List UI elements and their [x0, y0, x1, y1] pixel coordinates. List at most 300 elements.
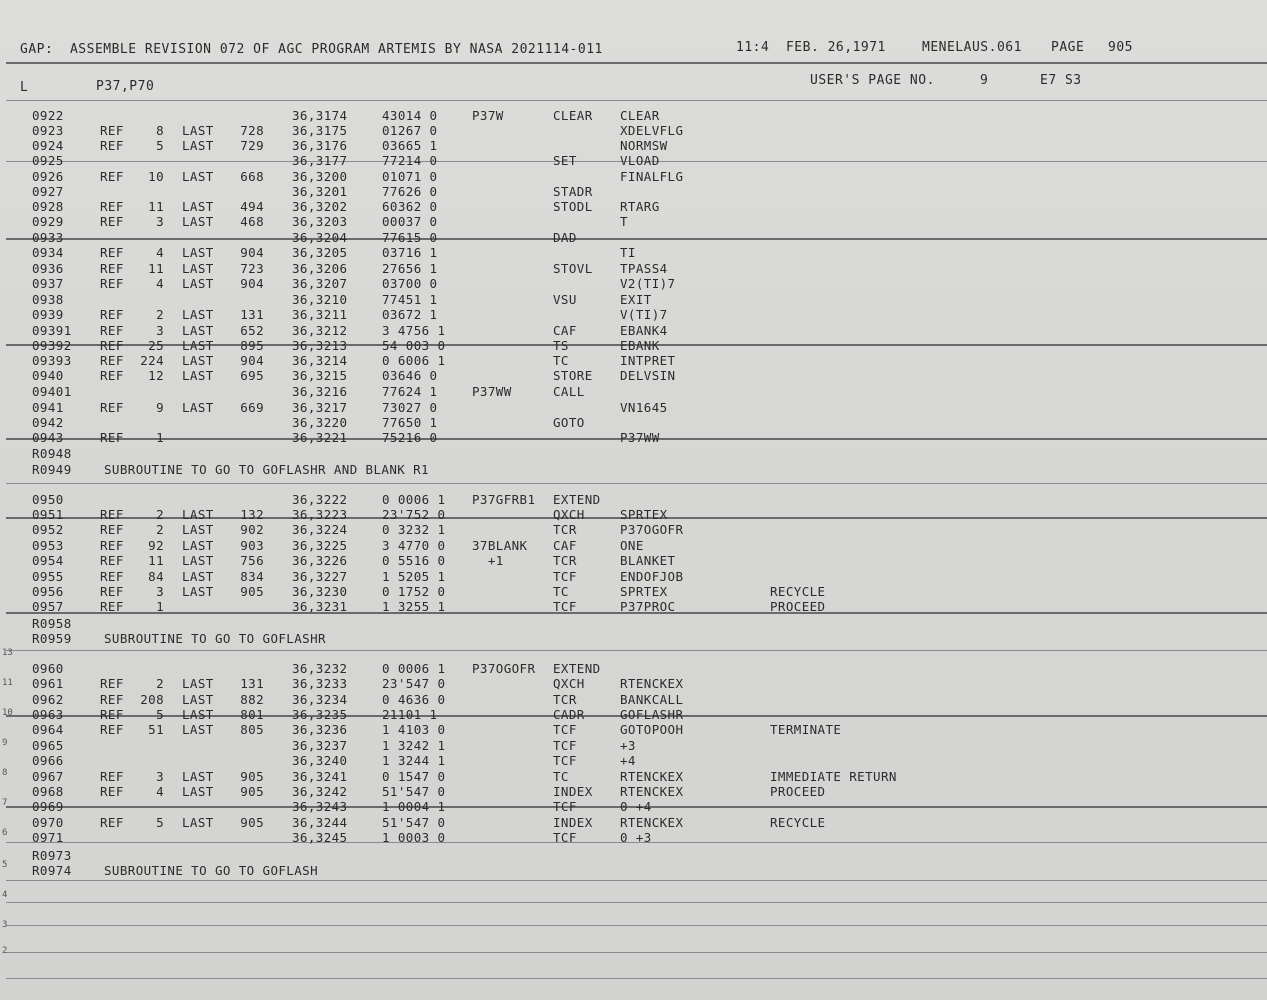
- cell-last: LAST: [182, 214, 214, 229]
- listing-row: [0, 784, 1267, 799]
- cell-line: 0926: [32, 169, 64, 184]
- cell-operand: SPRTEX: [620, 507, 668, 522]
- cell-last: LAST: [182, 707, 214, 722]
- listing-row: [0, 616, 1267, 631]
- cell-last: LAST: [182, 584, 214, 599]
- cell-operand: 0 +3: [620, 830, 652, 845]
- cell-operand: GOTOPOOH: [620, 722, 684, 737]
- cell-addr: 36,3206: [292, 261, 348, 276]
- cell-code: 3 4770 0: [382, 538, 446, 553]
- cell-ref: REF: [100, 199, 124, 214]
- cell-operand: SPRTEX: [620, 584, 668, 599]
- cell-op: CALL: [553, 384, 585, 399]
- cell-refn: 1: [156, 599, 164, 614]
- cell-line: 0928: [32, 199, 64, 214]
- listing-row: [0, 507, 1267, 522]
- ruled-line: [6, 100, 1267, 101]
- cell-last: LAST: [182, 722, 214, 737]
- listing-row: [0, 830, 1267, 845]
- cell-addr: 36,3210: [292, 292, 348, 307]
- margin-mark: 9: [2, 738, 8, 748]
- cell-refn: 2: [156, 522, 164, 537]
- listing-row: [0, 307, 1267, 322]
- comment-row: [0, 462, 1267, 477]
- cell-ref: REF: [100, 430, 124, 445]
- cell-code: 00037 0: [382, 214, 438, 229]
- cell-lastn: 905: [240, 769, 264, 784]
- cell-lastn: 805: [240, 722, 264, 737]
- cell-refn: 2: [156, 507, 164, 522]
- line-number: R0974: [32, 863, 72, 878]
- cell-lastn: 756: [240, 553, 264, 568]
- cell-operand: GOFLASHR: [620, 707, 684, 722]
- cell-ref: REF: [100, 584, 124, 599]
- cell-comment: RECYCLE: [770, 815, 826, 830]
- cell-code: 03646 0: [382, 368, 438, 383]
- cell-addr: 36,3177: [292, 153, 348, 168]
- cell-line: 0969: [32, 799, 64, 814]
- cell-line: 0951: [32, 507, 64, 522]
- listing-row: [0, 553, 1267, 568]
- listing-row: [0, 384, 1267, 399]
- cell-op: GOTO: [553, 415, 585, 430]
- cell-code: 1 0003 0: [382, 830, 446, 845]
- cell-refn: 11: [148, 261, 164, 276]
- cell-lastn: 494: [240, 199, 264, 214]
- cell-op: TCF: [553, 830, 577, 845]
- cell-addr: 36,3245: [292, 830, 348, 845]
- listing-row: [0, 661, 1267, 676]
- cell-operand: P37PROC: [620, 599, 676, 614]
- cell-line: 0943: [32, 430, 64, 445]
- cell-refn: 5: [156, 815, 164, 830]
- listing-row: [0, 815, 1267, 830]
- comment-row: [0, 631, 1267, 646]
- cell-op: TCF: [553, 569, 577, 584]
- cell-addr: 36,3231: [292, 599, 348, 614]
- cell-lastn: 132: [240, 507, 264, 522]
- cell-ref: REF: [100, 338, 124, 353]
- cell-last: LAST: [182, 815, 214, 830]
- cell-code: 77451 1: [382, 292, 438, 307]
- margin-mark: 4: [2, 890, 8, 900]
- cell-ref: REF: [100, 261, 124, 276]
- listing-row: [0, 848, 1267, 863]
- cell-line: 0963: [32, 707, 64, 722]
- cell-label: P37GFRB1: [472, 492, 536, 507]
- cell-addr: 36,3232: [292, 661, 348, 676]
- cell-op: TCF: [553, 738, 577, 753]
- cell-last: LAST: [182, 538, 214, 553]
- cell-op: CADR: [553, 707, 585, 722]
- cell-operand: EBANK4: [620, 323, 668, 338]
- cell-lastn: 131: [240, 676, 264, 691]
- cell-code: 77214 0: [382, 153, 438, 168]
- cell-line: 0936: [32, 261, 64, 276]
- cell-operand: ENDOFJOB: [620, 569, 684, 584]
- cell-comment: PROCEED: [770, 784, 826, 799]
- cell-refn: 3: [156, 214, 164, 229]
- listing-row: [0, 415, 1267, 430]
- cell-addr: 36,3207: [292, 276, 348, 291]
- cell-operand: RTENCKEX: [620, 769, 684, 784]
- cell-lastn: 904: [240, 276, 264, 291]
- cell-line: 0929: [32, 214, 64, 229]
- ruled-line: [6, 902, 1267, 903]
- cell-line: 0960: [32, 661, 64, 676]
- cell-lastn: 669: [240, 400, 264, 415]
- cell-code: 43014 0: [382, 108, 438, 123]
- cell-operand: TI: [620, 245, 636, 260]
- cell-operand: P37OGOFR: [620, 522, 684, 537]
- cell-refn: 51: [148, 722, 164, 737]
- cell-lastn: 728: [240, 123, 264, 138]
- listing-row: [0, 199, 1267, 214]
- cell-code: 3 4756 1: [382, 323, 446, 338]
- cell-code: 03665 1: [382, 138, 438, 153]
- cell-code: 75216 0: [382, 430, 438, 445]
- cell-code: 03672 1: [382, 307, 438, 322]
- cell-operand: CLEAR: [620, 108, 660, 123]
- cell-addr: 36,3205: [292, 245, 348, 260]
- cell-line: 09401: [32, 384, 72, 399]
- cell-code: 77626 0: [382, 184, 438, 199]
- cell-op: TCR: [553, 692, 577, 707]
- cell-line: 0922: [32, 108, 64, 123]
- comment-text: SUBROUTINE TO GO TO GOFLASHR AND BLANK R1: [104, 462, 429, 477]
- cell-ref: REF: [100, 769, 124, 784]
- cell-line: 0950: [32, 492, 64, 507]
- cell-code: 0 1547 0: [382, 769, 446, 784]
- cell-operand: V(TI)7: [620, 307, 668, 322]
- cell-lastn: 905: [240, 784, 264, 799]
- cell-operand: RTENCKEX: [620, 815, 684, 830]
- cell-op: TCF: [553, 722, 577, 737]
- cell-last: LAST: [182, 676, 214, 691]
- cell-lastn: 882: [240, 692, 264, 707]
- cell-code: 1 4103 0: [382, 722, 446, 737]
- cell-line: 09391: [32, 323, 72, 338]
- cell-operand: TPASS4: [620, 261, 668, 276]
- cell-last: LAST: [182, 338, 214, 353]
- cell-addr: 36,3220: [292, 415, 348, 430]
- cell-ref: REF: [100, 692, 124, 707]
- cell-op: TCR: [553, 522, 577, 537]
- cell-refn: 3: [156, 323, 164, 338]
- cell-refn: 92: [148, 538, 164, 553]
- cell-lastn: 801: [240, 707, 264, 722]
- cell-lastn: 902: [240, 522, 264, 537]
- cell-code: 51'547 0: [382, 784, 446, 799]
- cell-ref: REF: [100, 169, 124, 184]
- cell-comment: IMMEDIATE RETURN: [770, 769, 897, 784]
- cell-line: 0934: [32, 245, 64, 260]
- listing-row: [0, 538, 1267, 553]
- cell-code: 0 0006 1: [382, 661, 446, 676]
- cell-code: 60362 0: [382, 199, 438, 214]
- cell-line: R0948: [32, 446, 72, 461]
- cell-addr: 36,3222: [292, 492, 348, 507]
- cell-label: 37BLANK: [472, 538, 528, 553]
- cell-addr: 36,3240: [292, 753, 348, 768]
- page-label: PAGE: [1051, 40, 1085, 55]
- cell-ref: REF: [100, 138, 124, 153]
- cell-lastn: 905: [240, 584, 264, 599]
- cell-ref: REF: [100, 368, 124, 383]
- listing-row: [0, 599, 1267, 614]
- cell-code: 77615 0: [382, 230, 438, 245]
- cell-last: LAST: [182, 353, 214, 368]
- cell-line: 0970: [32, 815, 64, 830]
- cell-ref: REF: [100, 276, 124, 291]
- cell-code: 54 003 0: [382, 338, 446, 353]
- cell-operand: 0 +4: [620, 799, 652, 814]
- cell-op: STOVL: [553, 261, 593, 276]
- cell-code: 1 0004 1: [382, 799, 446, 814]
- cell-lastn: 904: [240, 245, 264, 260]
- listing-row: [0, 353, 1267, 368]
- assembly-title: GAP: ASSEMBLE REVISION 072 OF AGC PROGRAM ARTEMIS BY NASA 2021114-011: [20, 42, 603, 57]
- cell-line: 0925: [32, 153, 64, 168]
- listing-row: [0, 722, 1267, 737]
- listing-row: [0, 184, 1267, 199]
- cell-lastn: 468: [240, 214, 264, 229]
- cell-lastn: 695: [240, 368, 264, 383]
- listing-row: [0, 292, 1267, 307]
- listing-row: [0, 769, 1267, 784]
- cell-addr: 36,3233: [292, 676, 348, 691]
- cell-op: EXTEND: [553, 492, 601, 507]
- listing-row: [0, 214, 1267, 229]
- cell-last: LAST: [182, 507, 214, 522]
- cell-lastn: 131: [240, 307, 264, 322]
- cell-op: TCF: [553, 753, 577, 768]
- ruled-line: [6, 650, 1267, 651]
- cell-code: 1 5205 1: [382, 569, 446, 584]
- cell-operand: V2(TI)7: [620, 276, 676, 291]
- listing-row: [0, 707, 1267, 722]
- cell-last: LAST: [182, 769, 214, 784]
- cell-line: 0962: [32, 692, 64, 707]
- cell-code: 23'752 0: [382, 507, 446, 522]
- users-page-number: 9: [980, 73, 989, 88]
- cell-last: LAST: [182, 199, 214, 214]
- cell-addr: 36,3214: [292, 353, 348, 368]
- cell-line: 0927: [32, 184, 64, 199]
- cell-refn: 2: [156, 676, 164, 691]
- ruled-line: [6, 952, 1267, 953]
- cell-code: 0 1752 0: [382, 584, 446, 599]
- cell-operand: DELVSIN: [620, 368, 676, 383]
- cell-line: 0965: [32, 738, 64, 753]
- cell-addr: 36,3174: [292, 108, 348, 123]
- listing-row: [0, 676, 1267, 691]
- cell-op: SET: [553, 153, 577, 168]
- cell-last: LAST: [182, 692, 214, 707]
- cell-ref: REF: [100, 569, 124, 584]
- ruled-line: [6, 62, 1267, 64]
- cell-line: 0957: [32, 599, 64, 614]
- listing-row: [0, 522, 1267, 537]
- cell-code: 73027 0: [382, 400, 438, 415]
- cell-last: LAST: [182, 276, 214, 291]
- cell-addr: 36,3221: [292, 430, 348, 445]
- cell-op: STADR: [553, 184, 593, 199]
- cell-addr: 36,3224: [292, 522, 348, 537]
- listing-row: [0, 368, 1267, 383]
- listing-row: [0, 430, 1267, 445]
- cell-code: 77650 1: [382, 415, 438, 430]
- cell-ref: REF: [100, 722, 124, 737]
- cell-operand: +4: [620, 753, 636, 768]
- cell-op: CLEAR: [553, 108, 593, 123]
- cell-ref: REF: [100, 553, 124, 568]
- section-name: P37,P70: [96, 79, 155, 94]
- cell-operand: EBANK: [620, 338, 660, 353]
- cell-line: 0954: [32, 553, 64, 568]
- cell-operand: VLOAD: [620, 153, 660, 168]
- cell-line: 0956: [32, 584, 64, 599]
- cell-addr: 36,3225: [292, 538, 348, 553]
- ruled-line: [6, 483, 1267, 484]
- cell-line: 0971: [32, 830, 64, 845]
- cell-refn: 3: [156, 769, 164, 784]
- cell-line: 0961: [32, 676, 64, 691]
- cell-code: 1 3242 1: [382, 738, 446, 753]
- cell-op: QXCH: [553, 676, 585, 691]
- cell-line: 0939: [32, 307, 64, 322]
- cell-ref: REF: [100, 323, 124, 338]
- cell-addr: 36,3204: [292, 230, 348, 245]
- cell-refn: 84: [148, 569, 164, 584]
- cell-ref: REF: [100, 522, 124, 537]
- cell-op: VSU: [553, 292, 577, 307]
- cell-lastn: 905: [240, 815, 264, 830]
- listing-row: [0, 584, 1267, 599]
- users-page-label: USER'S PAGE NO.: [810, 73, 935, 88]
- cell-last: LAST: [182, 569, 214, 584]
- cell-addr: 36,3230: [292, 584, 348, 599]
- cell-operand: RTARG: [620, 199, 660, 214]
- cell-addr: 36,3203: [292, 214, 348, 229]
- cell-last: LAST: [182, 307, 214, 322]
- listing-row: [0, 492, 1267, 507]
- cell-line: 0933: [32, 230, 64, 245]
- cell-label: P37W: [472, 108, 504, 123]
- margin-mark: 13: [2, 648, 13, 658]
- cell-addr: 36,3217: [292, 400, 348, 415]
- cell-line: 0940: [32, 368, 64, 383]
- cell-operand: FINALFLG: [620, 169, 684, 184]
- cell-operand: NORMSW: [620, 138, 668, 153]
- cell-last: LAST: [182, 522, 214, 537]
- cell-line: 0942: [32, 415, 64, 430]
- cell-lastn: 895: [240, 338, 264, 353]
- cell-addr: 36,3211: [292, 307, 348, 322]
- sheet-code: E7 S3: [1040, 73, 1082, 88]
- cell-operand: +3: [620, 738, 636, 753]
- line-number: R0949: [32, 462, 72, 477]
- cell-ref: REF: [100, 815, 124, 830]
- cell-code: 03700 0: [382, 276, 438, 291]
- cell-addr: 36,3175: [292, 123, 348, 138]
- cell-code: 01071 0: [382, 169, 438, 184]
- cell-operand: XDELVFLG: [620, 123, 684, 138]
- margin-mark: 6: [2, 828, 8, 838]
- listing-row: [0, 261, 1267, 276]
- cell-op: INDEX: [553, 815, 593, 830]
- cell-last: LAST: [182, 261, 214, 276]
- cell-line: 0924: [32, 138, 64, 153]
- cell-operand: ONE: [620, 538, 644, 553]
- cell-line: 0968: [32, 784, 64, 799]
- cell-code: 1 3255 1: [382, 599, 446, 614]
- cell-line: 0955: [32, 569, 64, 584]
- cell-refn: 1: [156, 430, 164, 445]
- cell-code: 21101 1: [382, 707, 438, 722]
- cell-refn: 12: [148, 368, 164, 383]
- cell-op: QXCH: [553, 507, 585, 522]
- cell-addr: 36,3241: [292, 769, 348, 784]
- cell-addr: 36,3237: [292, 738, 348, 753]
- cell-comment: TERMINATE: [770, 722, 842, 737]
- cell-ref: REF: [100, 538, 124, 553]
- cell-refn: 4: [156, 276, 164, 291]
- cell-line: 0938: [32, 292, 64, 307]
- cell-last: LAST: [182, 123, 214, 138]
- cell-ref: REF: [100, 353, 124, 368]
- cell-addr: 36,3212: [292, 323, 348, 338]
- cell-addr: 36,3215: [292, 368, 348, 383]
- cell-operand: RTENCKEX: [620, 676, 684, 691]
- comment-row: [0, 863, 1267, 878]
- cell-line: 0967: [32, 769, 64, 784]
- cell-line: R0973: [32, 848, 72, 863]
- listing-row: [0, 153, 1267, 168]
- cell-line: 0923: [32, 123, 64, 138]
- cell-op: DAD: [553, 230, 577, 245]
- cell-addr: 36,3223: [292, 507, 348, 522]
- cell-addr: 36,3201: [292, 184, 348, 199]
- cell-ref: REF: [100, 507, 124, 522]
- listing-row: [0, 245, 1267, 260]
- cell-operand: BLANKET: [620, 553, 676, 568]
- cell-op: TC: [553, 769, 569, 784]
- cell-code: 0 5516 0: [382, 553, 446, 568]
- cell-code: 0 0006 1: [382, 492, 446, 507]
- listing-row: [0, 138, 1267, 153]
- cell-operand: INTPRET: [620, 353, 676, 368]
- cell-line: 0952: [32, 522, 64, 537]
- cell-ref: REF: [100, 676, 124, 691]
- cell-refn: 9: [156, 400, 164, 415]
- cell-line: R0958: [32, 616, 72, 631]
- cell-lastn: 729: [240, 138, 264, 153]
- cell-refn: 3: [156, 584, 164, 599]
- listing-row: [0, 169, 1267, 184]
- cell-ref: REF: [100, 784, 124, 799]
- cell-addr: 36,3216: [292, 384, 348, 399]
- cell-refn: 8: [156, 123, 164, 138]
- cell-code: 51'547 0: [382, 815, 446, 830]
- cell-refn: 208: [140, 692, 164, 707]
- cell-ref: REF: [100, 245, 124, 260]
- cell-refn: 224: [140, 353, 164, 368]
- margin-mark: 10: [2, 708, 13, 718]
- cell-lastn: 723: [240, 261, 264, 276]
- margin-mark: 5: [2, 860, 8, 870]
- column-marker: L: [20, 80, 29, 95]
